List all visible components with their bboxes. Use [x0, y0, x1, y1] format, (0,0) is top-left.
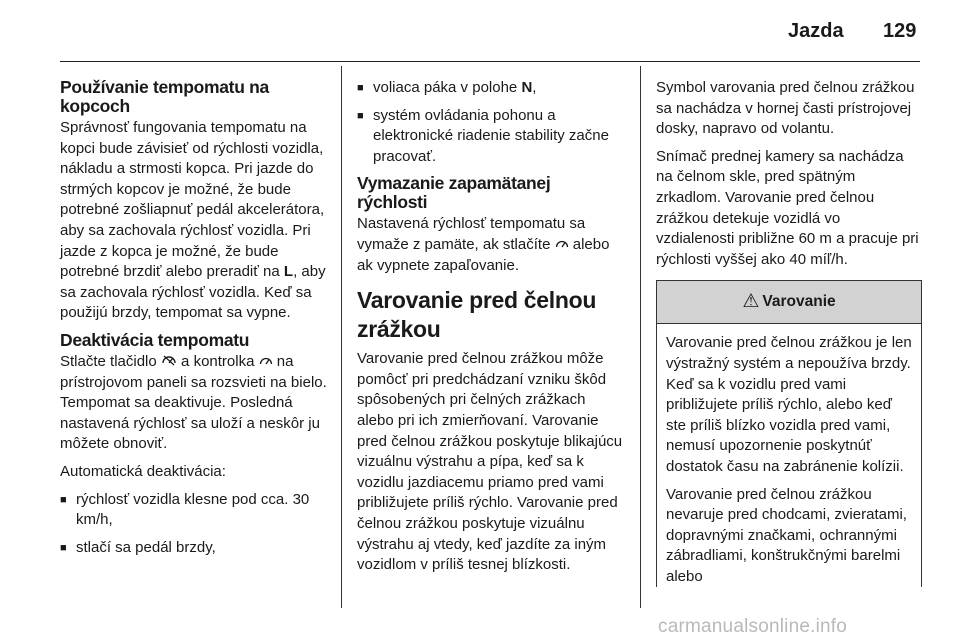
- column-3: [656, 78, 922, 594]
- watermark: carmanualsonline.info: [658, 616, 848, 637]
- header-rule: [60, 61, 920, 62]
- list-item: ■ voliaca páka v polohe N,: [357, 78, 625, 99]
- heading-clear-speed: Vymazanie zapamätanej rýchlosti: [357, 173, 551, 213]
- warning-paragraph: Varovanie pred čelnou zrážkou je len výstražný systém a nepoužíva brzdy. Keď sa k vozidlu pred vami približujete príliš rýchlo, alebo keď ste príliš blízko vozidla pred vami, nemusí upozornenie poskytnúť dostatok času na zabránenie kolízii.: [666, 334, 912, 475]
- paragraph-symbol-location: Symbol varovania pred čelnou zrážkou sa nachádza v hornej časti prístrojovej dosky, napravo od volantu.: [656, 79, 915, 138]
- list-item: ■ rýchlosť vozidla klesne pod cca. 30 km/h,: [60, 490, 328, 531]
- heading-deactivation: Deaktivácia tempomatu: [60, 329, 250, 350]
- warning-paragraph: Varovanie pred čelnou zrážkou nevaruje pred chodcami, zvieratami, dopravnými značkami, ochrannými zábradliami, konštrukčnými barelmi alebo: [666, 485, 907, 585]
- column-divider: [341, 66, 342, 608]
- paragraph-hills: Správnosť fungovania tempomatu na kopci bude závisieť od rýchlosti vozidla, nákladu a strmosti kopca. Pri jazde do strmých kopcov je možné, že bude potrebné zošliapnuť pedál akcelerátora, aby sa zachovala rýchlosť vozidla. Pri jazde z kopca je možné, že bude potrebné brzdiť alebo preradiť na L, aby sa zachovala rýchlosť vozidla. Keď sa použijú brzdy, tempomat sa vypne.: [60, 119, 326, 322]
- paragraph-auto-deactivation: Automatická deaktivácia:: [60, 462, 226, 480]
- warning-body: [657, 324, 921, 587]
- paragraph-clear-speed: Nastavená rýchlosť tempomatu sa vymaže z pamäte, ak stlačíte alebo ak vypnete zapaľovanie.: [357, 215, 610, 274]
- column-2: [357, 78, 625, 583]
- bullet-list-deactivation: [60, 490, 328, 559]
- warning-triangle-icon: ⚠: [742, 291, 760, 313]
- list-item: ■ stlačí sa pedál brzdy,: [60, 538, 328, 559]
- warning-title: Varovanie: [762, 293, 836, 311]
- heading-forward-collision: Varovanie pred čelnou zrážkou: [357, 287, 597, 343]
- list-item: ■ systém ovládania pohonu a elektronické riadenie stability začne pracovať.: [357, 106, 625, 168]
- section-title: Jazda: [788, 20, 844, 42]
- cruise-cancel-icon: [161, 352, 177, 373]
- paragraph-forward-collision: Varovanie pred čelnou zrážkou môže pomôcť pri predchádzaní vzniku škôd spôsobených pri čelných zrážkach alebo pri ich zmierňovaní. Varovanie pred čelnou zrážkou poskytuje blikajúcu vizuálnu výstrahu a pípa, keď sa k vozidlu jazdiacemu priamo pred vami približujete príliš rýchlo. Varovanie pred čelnou zrážkou poskytuje vizuálnu výstrahu aj vtedy, keď jazdíte za iným vozidlom v príliš tesnej blízkosti.: [357, 350, 623, 574]
- warning-header: [657, 281, 921, 324]
- paragraph-camera-sensor: Snímač prednej kamery sa nachádza na čelnom skle, pred spätným zrkadlom. Varovanie pred čelnou zrážkou detekuje vozidlá vo vzdialenosti približne 60 m a pracuje pri rýchlosti vyššej ako 40 míľ/h.: [656, 147, 919, 268]
- cruise-control-lamp-icon: [259, 352, 273, 373]
- paragraph-deactivation: Stlačte tlačidlo a kontrolka na prístrojovom paneli sa rozsvieti na bielo. Tempomat sa deaktivuje. Posledná nastavená rýchlosť sa uloží a neskôr ju môžete obnoviť.: [60, 352, 327, 453]
- column-divider: [640, 66, 641, 608]
- column-1: [60, 78, 328, 565]
- heading-cruise-hills: Používanie tempomatu na kopcoch: [60, 77, 269, 116]
- page-number: 129: [883, 20, 917, 42]
- bullet-list-continued: [357, 78, 625, 167]
- page-header: [0, 0, 960, 62]
- warning-box: [656, 280, 922, 587]
- cruise-cancel-icon: [555, 235, 569, 256]
